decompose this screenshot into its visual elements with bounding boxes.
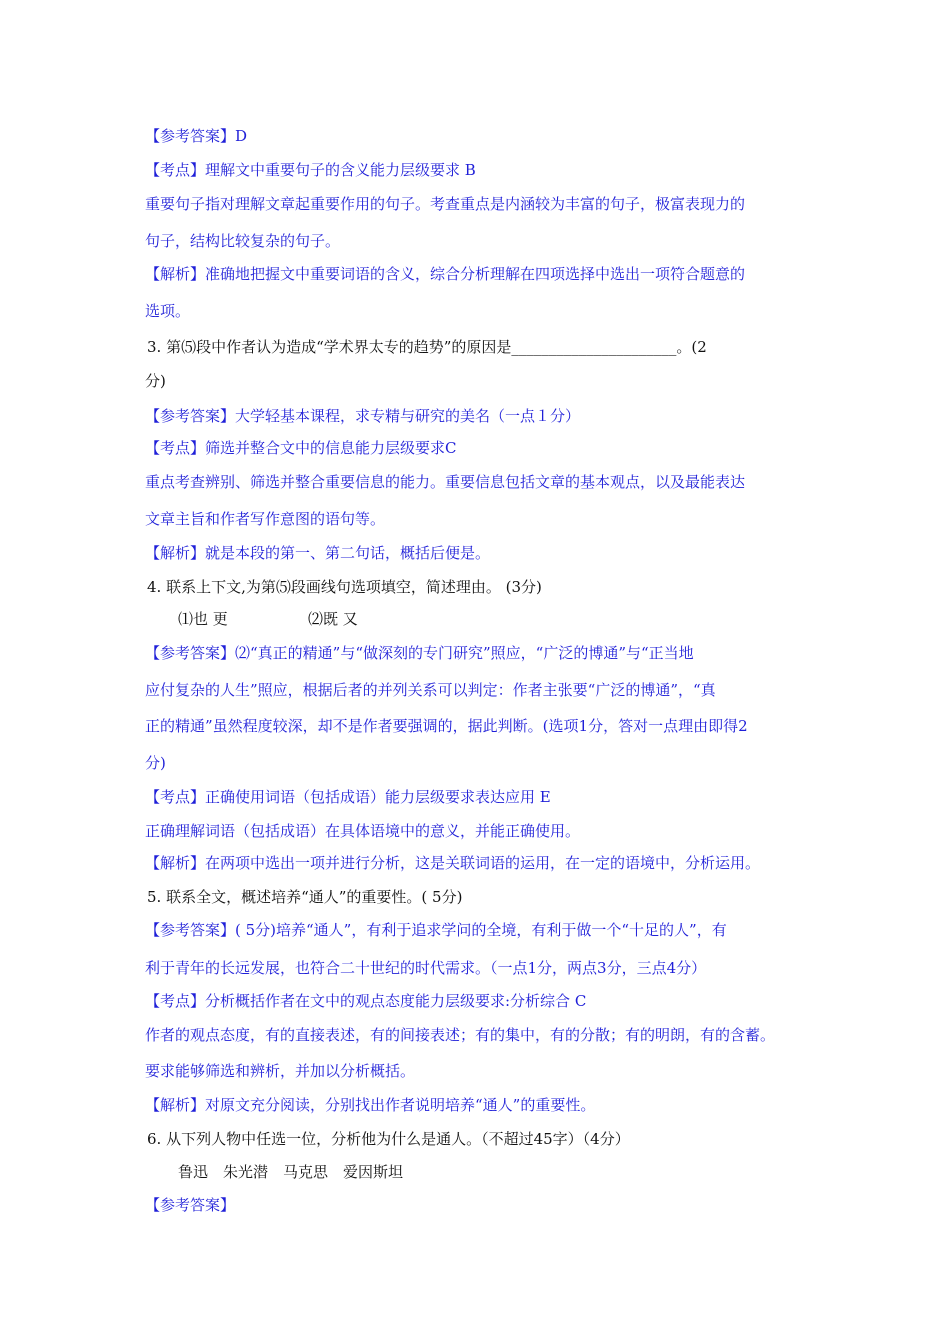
q6-answer-label: 【参考答案】 bbox=[145, 1196, 236, 1214]
q4-answer-line1: 【参考答案】⑵“真正的精通”与“做深刻的专门研究”照应，“广泛的博通”与“正当地 bbox=[145, 644, 694, 662]
q4-analysis: 【解析】在两项中选出一项并进行分析，这是关联词语的运用，在一定的语境中，分析运用。 bbox=[145, 854, 761, 872]
q3-question-line2: 分) bbox=[145, 372, 166, 390]
q3-answer: 【参考答案】大学轻基本课程，求专精与研究的美名（一点１分） bbox=[145, 407, 581, 425]
q3-desc-line1: 重点考查辨别、筛选并整合重要信息的能力。重要信息包括文章的基本观点，以及最能表达 bbox=[145, 473, 746, 491]
q2-point: 【考点】理解文中重要句子的含义能力层级要求 B bbox=[145, 161, 476, 179]
q2-answer: 【参考答案】D bbox=[145, 127, 248, 145]
q4-option-2: ⑵既 又 bbox=[308, 610, 358, 628]
q2-analysis-line1: 【解析】准确地把握文中重要词语的含义，综合分析理解在四项选择中选出一项符合题意的 bbox=[145, 265, 746, 283]
q5-desc-line2: 要求能够筛选和辨析，并加以分析概括。 bbox=[145, 1062, 416, 1080]
q4-options bbox=[178, 609, 358, 629]
q4-option-1: ⑴也 更 bbox=[178, 610, 228, 628]
q4-desc: 正确理解词语（包括成语）在具体语境中的意义，并能正确使用。 bbox=[145, 822, 581, 840]
q2-desc-line1: 重要句子指对理解文章起重要作用的句子。考查重点是内涵较为丰富的句子，极富表现力的 bbox=[145, 195, 746, 213]
q5-answer-line2: 利于青年的长远发展，也符合二十世纪的时代需求。（一点1分，两点3分，三点4分） bbox=[145, 959, 707, 977]
q4-point: 【考点】正确使用词语（包括成语）能力层级要求表达应用 E bbox=[145, 788, 551, 806]
q3-analysis: 【解析】就是本段的第一、第二句话，概括后便是。 bbox=[145, 544, 491, 562]
q5-desc-line1: 作者的观点态度，有的直接表述，有的间接表述；有的集中，有的分散；有的明朗，有的含蓄。 bbox=[145, 1026, 776, 1044]
q4-answer-line2: 应付复杂的人生”照应，根据后者的并列关系可以判定：作者主张要“广泛的博通”，“真 bbox=[145, 681, 716, 699]
q5-analysis: 【解析】对原文充分阅读，分别找出作者说明培养“通人”的重要性。 bbox=[145, 1096, 596, 1114]
q5-answer-line1: 【参考答案】( 5分)培养“通人”，有利于追求学问的全境，有利于做一个“十足的人”，有 bbox=[145, 921, 727, 939]
q6-question: 6. 从下列人物中任选一位，分析他为什么是通人。（不超过45字）（4分） bbox=[147, 1130, 630, 1148]
q3-point: 【考点】筛选并整合文中的信息能力层级要求C bbox=[145, 439, 457, 457]
q4-question: 4. 联系上下文,为第⑸段画线句选项填空，简述理由。 (3分) bbox=[147, 578, 542, 596]
q3-question-line1: 3. 第⑸段中作者认为造成“学术界太专的趋势”的原因是______________________。(2 bbox=[147, 338, 707, 356]
q4-answer-line4: 分) bbox=[145, 754, 166, 772]
q2-desc-line2: 句子，结构比较复杂的句子。 bbox=[145, 232, 341, 250]
q3-desc-line2: 文章主旨和作者写作意图的语句等。 bbox=[145, 510, 386, 528]
q6-options: 鲁迅 朱光潜 马克思 爱因斯坦 bbox=[178, 1163, 404, 1181]
q5-question: 5. 联系全文，概述培养“通人”的重要性。( 5分) bbox=[147, 888, 463, 906]
q5-point: 【考点】分析概括作者在文中的观点态度能力层级要求:分析综合 C bbox=[145, 992, 587, 1010]
q2-analysis-line2: 选项。 bbox=[145, 302, 191, 320]
q4-answer-line3: 正的精通”虽然程度较深，却不是作者要强调的，据此判断。(选项1分，答对一点理由即得2 bbox=[145, 717, 748, 735]
